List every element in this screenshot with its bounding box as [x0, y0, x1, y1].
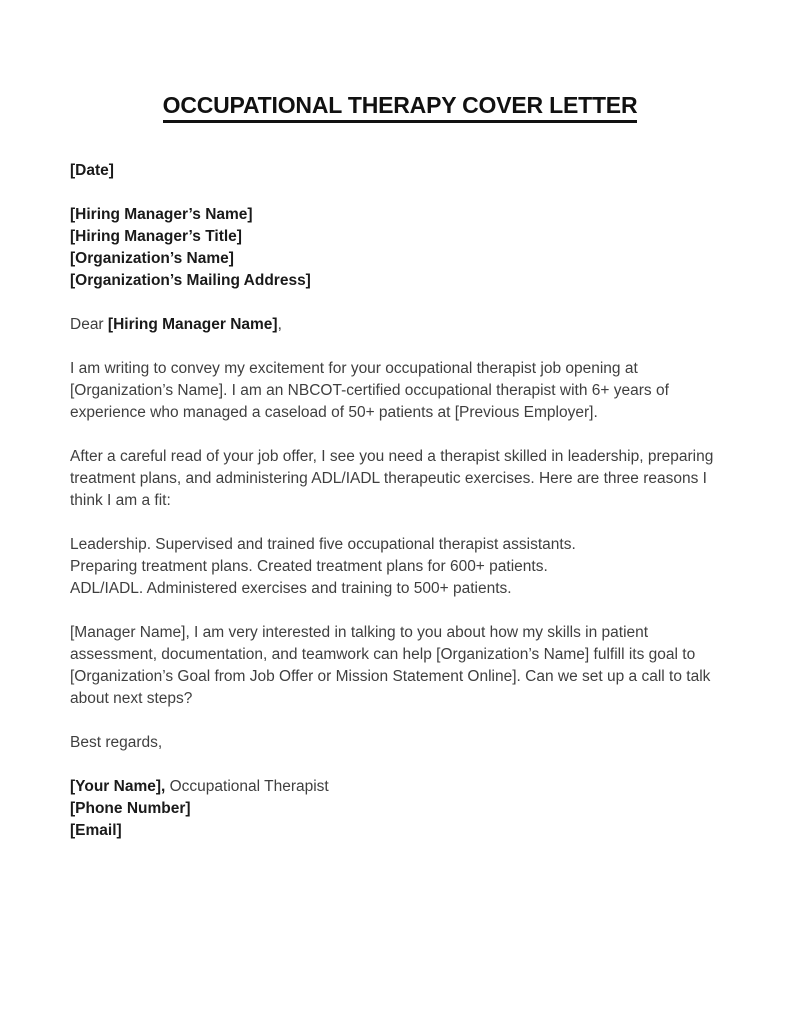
reason-adl-iadl: ADL/IADL. Administered exercises and training to 500+ patients.	[70, 580, 512, 597]
recipient-manager-name: [Hiring Manager’s Name]	[70, 206, 253, 223]
signature-block	[70, 776, 730, 842]
paragraph-fit: After a careful read of your job offer, I see you need a therapist skilled in leadership, preparing treatment plans, and administering ADL/IADL therapeutic exercises. Here are three reasons I think I am a fit:	[70, 448, 714, 509]
reason-leadership: Leadership. Supervised and trained five occupational therapist assistants.	[70, 536, 576, 553]
recipient-block	[70, 204, 730, 292]
recipient-organization-name: [Organization’s Name]	[70, 250, 234, 267]
signature-phone: [Phone Number]	[70, 800, 191, 817]
paragraph-closing-ask: [Manager Name], I am very interested in talking to you about how my skills in patient assessment, documentation, and teamwork can help [Organization’s Name] fulfill its goal to [Organization’s Goal from Job Offer or Mission Statement Online]. Can we set up a call to talk about next steps?	[70, 624, 711, 707]
recipient-organization-address: [Organization’s Mailing Address]	[70, 272, 311, 289]
reasons-list	[70, 534, 730, 600]
salutation	[70, 314, 730, 336]
signature-email: [Email]	[70, 822, 122, 839]
paragraph-intro: I am writing to convey my excitement for your occupational therapist job opening at [Organization’s Name]. I am an NBCOT-certified occupational therapist with 6+ years of experience who managed a caseload of 50+ patients at [Previous Employer].	[70, 360, 669, 421]
reason-treatment-plans: Preparing treatment plans. Created treatment plans for 600+ patients.	[70, 558, 548, 575]
signature-name-line	[70, 776, 730, 798]
signature-name: [Your Name],	[70, 778, 166, 795]
letter-title-text: OCCUPATIONAL THERAPY COVER LETTER	[163, 92, 638, 123]
salutation-suffix: ,	[277, 316, 282, 333]
letter-title	[70, 90, 730, 120]
salutation-prefix: Dear	[70, 316, 108, 333]
recipient-manager-title: [Hiring Manager’s Title]	[70, 228, 242, 245]
closing-line: Best regards,	[70, 734, 163, 751]
date-placeholder: [Date]	[70, 162, 114, 179]
signature-role: Occupational Therapist	[165, 778, 329, 795]
salutation-manager-name: [Hiring Manager Name]	[107, 316, 278, 333]
